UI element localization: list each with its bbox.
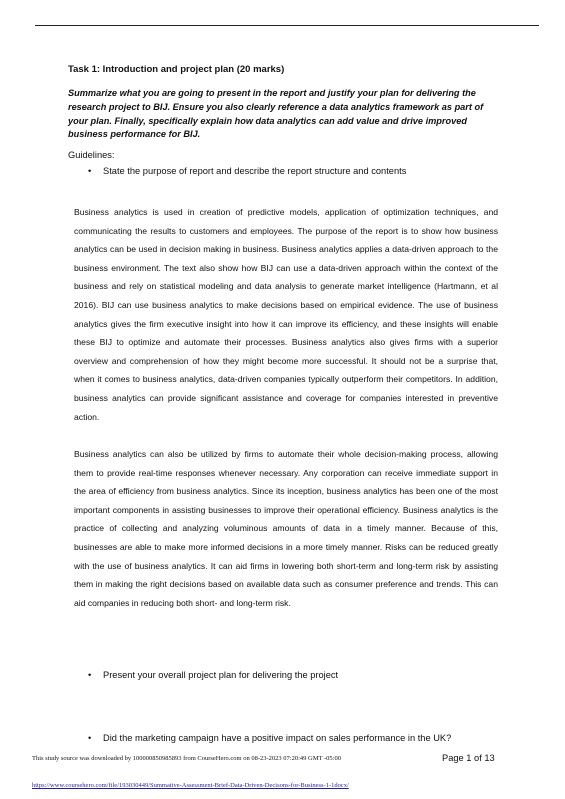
paragraph: Business analytics can also be utilized by firms to automate their whole decision-making process, allowing them to provide real-time responses whenever necessary. Any corporation can receive immediate support in the area of efficiency from business analytics. Since its inception, business analytics has been one of the most important components in assisting businesses to improve their operational efficiency. Business analytics is the practice of collecting and analyzing voluminous amounts of data in a timely manner. Because of this, businesses are able to make more informed decisions in a more timely manner. Risks can be reduced greatly with the use of business analytics. It can aid firms in lowering both short-term and long-term risk by assisting them in making the right decisions based on available data such as consumer preference and trends. This can aid companies in reducing both short- and long-term risk.: [74, 449, 498, 608]
bullet-item: [88, 166, 406, 176]
bullet-text: State the purpose of report and describe the report structure and contents: [103, 166, 407, 176]
page-number: Page 1 of 13: [442, 753, 495, 763]
guidelines-label: Guidelines:: [68, 150, 115, 160]
bullet-icon: •: [88, 166, 92, 176]
header-rule: [35, 25, 539, 26]
bullet-icon: •: [88, 670, 92, 680]
bullet-item: [88, 733, 451, 743]
task-title: Task 1: Introduction and project plan (20 marks): [68, 64, 285, 75]
download-notice: This study source was downloaded by 100000850985893 from CourseHero.com on 08-23-2023 07:20:49 GMT -05:00: [32, 755, 341, 762]
bullet-item: [88, 670, 338, 680]
source-link[interactable]: https://www.coursehero.com/file/193030449/Summative-Assessment-Brief-Data-Driven-Decisons-for-Business-1-1docx/: [32, 782, 349, 789]
task-description: Summarize what you are going to present in the report and justify your plan for delivering the research project to BIJ. Ensure you also clearly reference a data analytics framework as part of your plan. Finally, specifically explain how data analytics can add value and drive improved business performance for BIJ.: [68, 88, 484, 140]
paragraph: Business analytics is used in creation of predictive models, application of optimization techniques, and communicating the results to customers and employees. The purpose of the report is to show how business analytics can be used in decision making in business. Business analytics applies a data-driven approach to the business environment. The text also show how BIJ can use a data-driven approach within the context of the business and rely on statistical modeling and data analysis to generate market intelligence (Hartmann, et al 2016). BIJ can use business analytics to make decisions based on empirical evidence. The use of business analytics gives the firm executive insight into how it can improve its efficiency, and these insights will enable these BIJ to optimize and automate their processes. Business analytics also gives firms with a superior overview and comprehension of how they might become more successful. It should not be a surprise that, when it comes to business analytics, data-driven companies typically outperform their competitors. In addition, business analytics can provide significant assistance and coverage for companies interested in preventive action.: [74, 207, 498, 422]
bullet-text: Present your overall project plan for delivering the project: [103, 670, 339, 680]
bullet-text: Did the marketing campaign have a positive impact on sales performance in the UK?: [103, 733, 452, 743]
bullet-icon: •: [88, 733, 92, 743]
